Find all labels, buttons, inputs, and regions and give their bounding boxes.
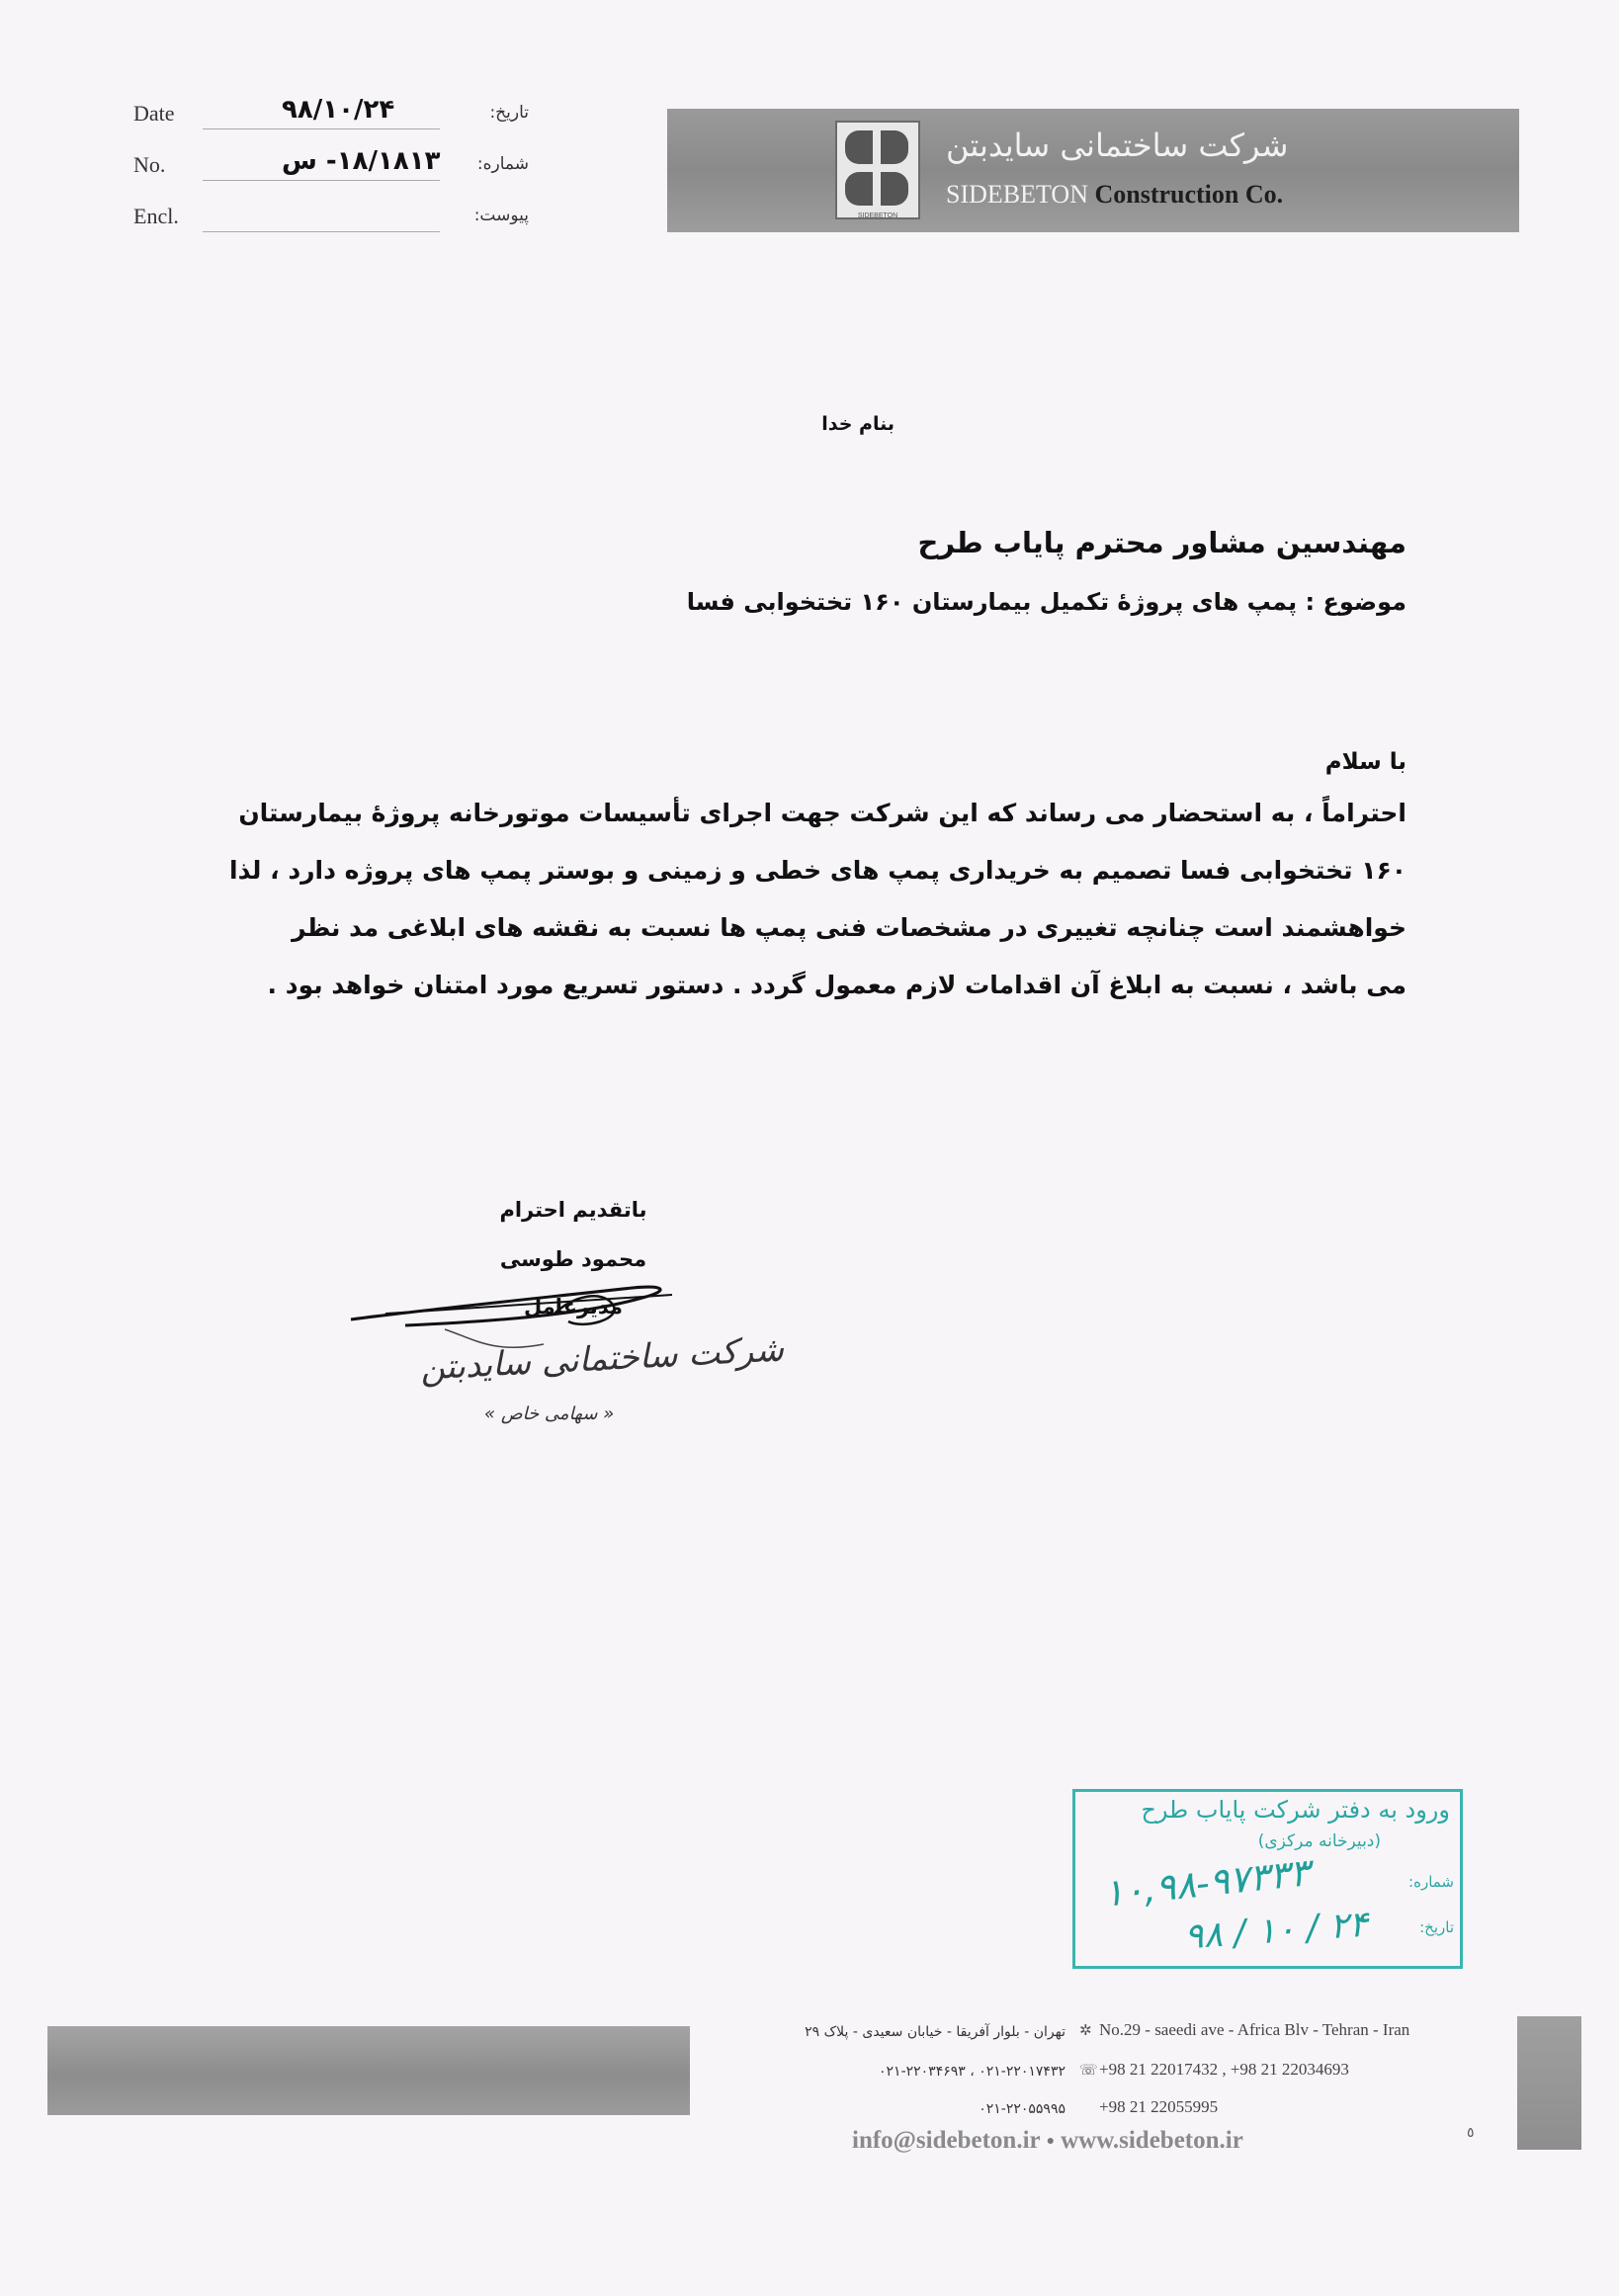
- company-name-en-dark: Construction Co.: [1094, 180, 1284, 209]
- stamp-subtitle: (دبیرخانه مرکزی): [1257, 1831, 1381, 1851]
- number-value: ۱۸/۱۸۱۳- س: [282, 146, 441, 176]
- seal-subtext: « سهامی خاص »: [484, 1403, 615, 1424]
- footer-phones-en: +98 21 22017432 , +98 21 22034693: [1099, 2060, 1349, 2079]
- receipt-stamp: [1072, 1789, 1463, 1969]
- company-name-en: [946, 180, 1283, 210]
- address-icon: ✲: [1079, 2021, 1092, 2039]
- page-mark: ٥: [1467, 2125, 1475, 2141]
- company-name-fa: شرکت ساختمانی سایدبتن: [946, 127, 1289, 164]
- stamp-date-label: تاریخ:: [1419, 1918, 1454, 1936]
- letterhead-banner: [667, 109, 1519, 232]
- body-line-2: ۱۶۰ تختخوابی فسا تصمیم به خریداری پمپ های خطی و زمینی و بوستر پمپ های پروژه دارد ، لذا: [229, 856, 1406, 885]
- greeting: با سلام: [1324, 749, 1406, 775]
- stamp-number-value: ۱۰,۹۸-۹۷۳۳۳: [1101, 1850, 1313, 1915]
- footer-phones-fa: ۰۲۱-۲۲۰۱۷۴۳۲ ، ۰۲۱-۲۲۰۳۴۶۹۳: [879, 2064, 1065, 2080]
- stamp-number-label: شماره:: [1408, 1873, 1454, 1891]
- date-label-fa: تاریخ:: [489, 103, 529, 123]
- date-value: ۹۸/۱۰/۲۴: [282, 95, 395, 125]
- footer-email: info@sidebeton.ir: [852, 2127, 1041, 2154]
- footer-fax-fa: ۰۲۱-۲۲۰۵۵۹۹۵: [979, 2101, 1065, 2117]
- company-logo-icon: [835, 121, 920, 219]
- separator-dot-icon: ●: [1046, 2134, 1056, 2150]
- phone-icon: ☏: [1079, 2061, 1098, 2079]
- date-label-en: Date: [133, 101, 175, 126]
- enclosure-underline: [203, 231, 440, 232]
- stamp-title: ورود به دفتر شرکت پایاب طرح: [1141, 1796, 1450, 1824]
- body-line-3: خواهشمند است چنانچه تغییری در مشخصات فنی پمپ ها نسبت به نقشه های ابلاغی مد نظر: [292, 913, 1406, 942]
- stamp-date-value: ۹۸ / ۱۰ / ۲۴: [1182, 1904, 1370, 1958]
- number-underline: [203, 180, 440, 181]
- number-label-fa: شماره:: [476, 154, 529, 174]
- logo-caption: SIDEBETON: [857, 213, 898, 219]
- recipient: مهندسین مشاور محترم پایاب طرح: [917, 526, 1406, 559]
- body-line-4: می باشد ، نسبت به ابلاغ آن اقدامات لازم معمول گردد . دستور تسریع مورد امتنان خواهد بود .: [267, 971, 1406, 999]
- subject-line: موضوع : پمپ های پروژهٔ تکمیل بیمارستان ۱۶۰ تختخوابی فسا: [686, 588, 1406, 616]
- signer-title: مدیرعامل: [523, 1295, 624, 1318]
- footer-fax-en: +98 21 22055995: [1099, 2097, 1219, 2116]
- signer-name: محمود طوسی: [499, 1247, 647, 1271]
- enclosure-row: [133, 204, 529, 243]
- seal-text: شرکت ساختمانی سایدبتن: [419, 1329, 785, 1389]
- company-name-en-light: SIDEBETON: [946, 180, 1088, 209]
- number-row: [133, 146, 529, 192]
- enclosure-label-fa: پیوست:: [473, 206, 529, 225]
- footer-address-en: No.29 - saeedi ave - Africa Blv - Tehran - Iran: [1099, 2020, 1410, 2039]
- footer-bar-right: [1517, 2016, 1581, 2150]
- number-label-en: No.: [133, 152, 166, 177]
- enclosure-label-en: Encl.: [133, 204, 179, 228]
- footer-contacts: [852, 2127, 1243, 2155]
- closing: باتقدیم احترام: [499, 1198, 647, 1222]
- footer-website: www.sidebeton.ir: [1061, 2127, 1243, 2154]
- footer-address-fa: تهران - بلوار آفریقا - خیابان سعیدی - پلاک ۲۹: [805, 2024, 1065, 2040]
- date-underline: [203, 128, 440, 129]
- body-line-1: احتراماً ، به استحضار می رساند که این شرکت جهت اجرای تأسیسات موتورخانه پروژهٔ بیمارستان: [238, 799, 1406, 827]
- basmala: بنام خدا: [821, 413, 895, 435]
- date-row: [133, 95, 529, 140]
- footer-bar-left: [47, 2026, 690, 2115]
